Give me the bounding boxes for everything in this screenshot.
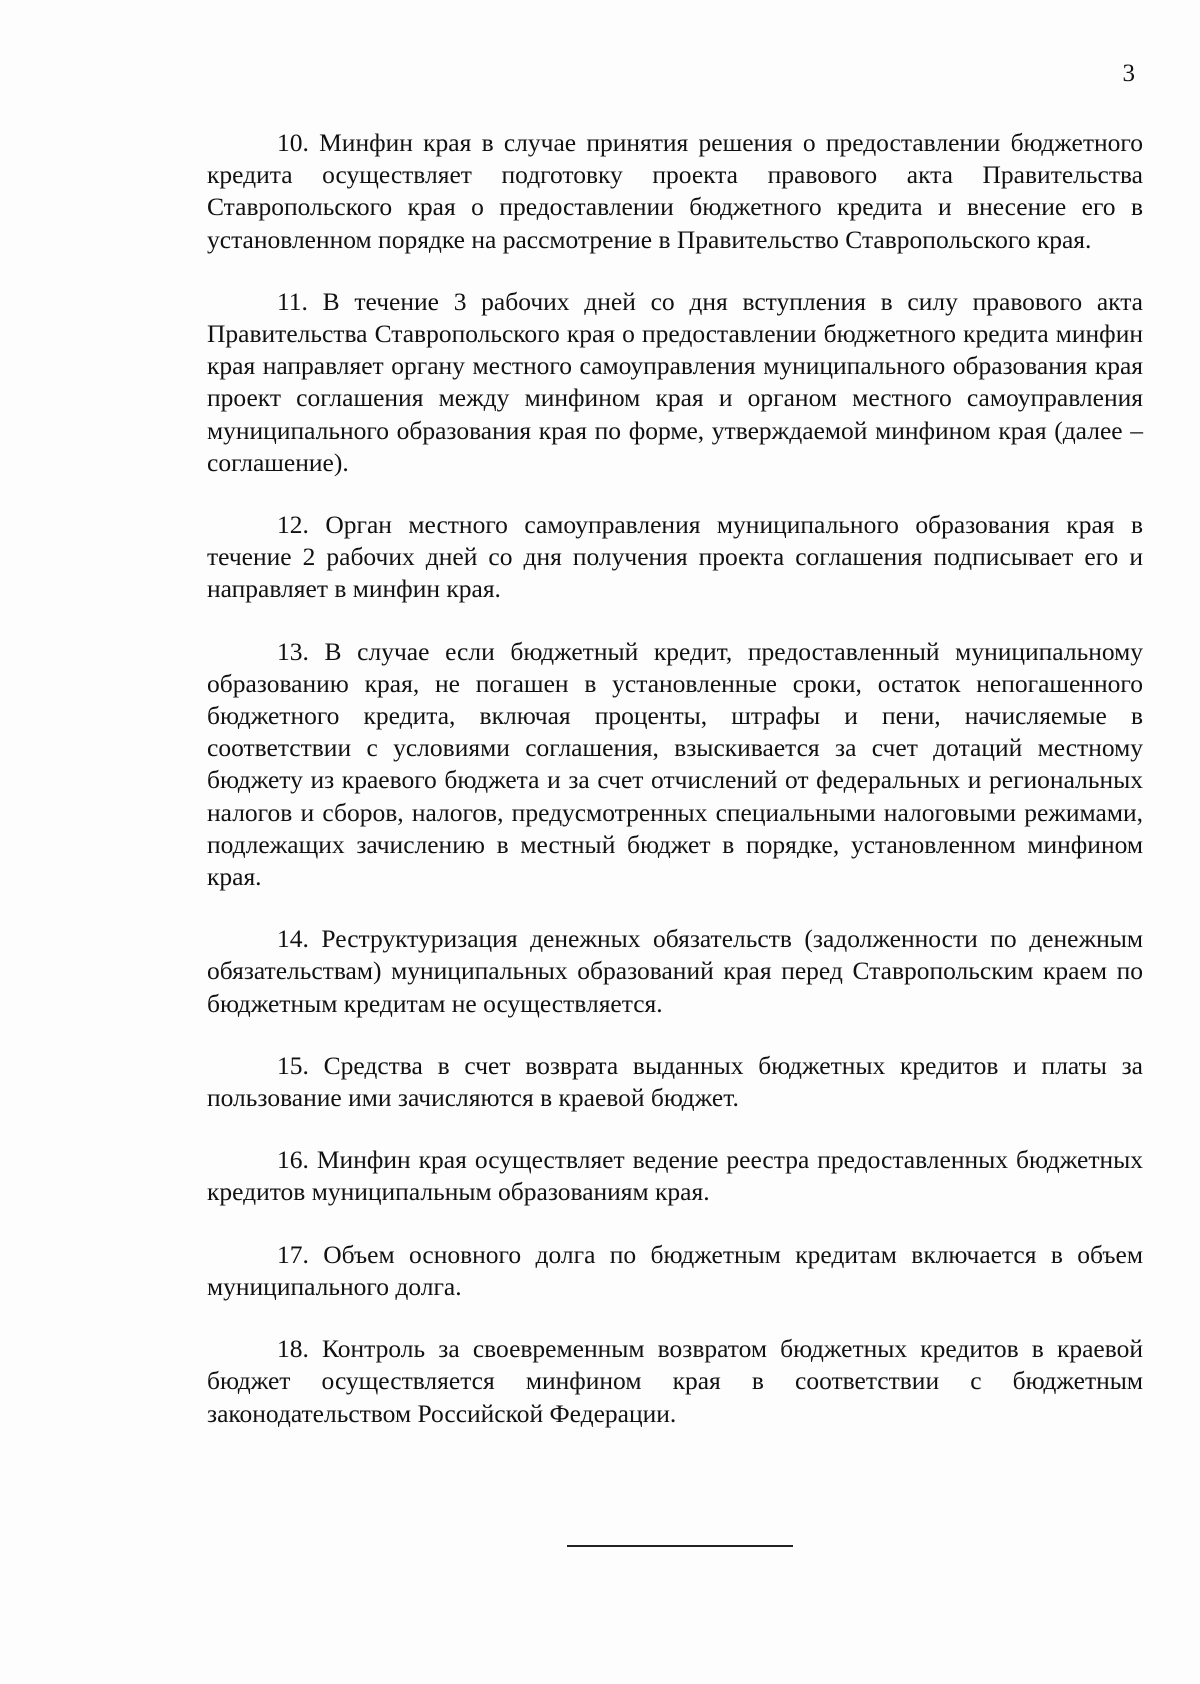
- paragraph-14: 14. Реструктуризация денежных обязательств (задолженности по денежным обязательствам) муниципальных образований края перед Ставропольским краем по бюджетным кредитам не осуществляется.: [207, 924, 1143, 1018]
- paragraph-13: 13. В случае если бюджетный кредит, предоставленный муниципальному образованию края, не погашен в установленные сроки, остаток непогашенного бюджетного кредита, включая проценты, штрафы и пени, начисляемые в соответствии с условиями соглашения, взыскивается за счет дотаций местному бюджету из краевого бюджета и за счет отчислений от федеральных и региональных налогов и сборов, налогов, предусмотренных специальными налоговыми режимами, подлежащих зачислению в местный бюджет в порядке, установленном минфином края.: [207, 636, 1143, 892]
- paragraph-15: 15. Средства в счет возврата выданных бюджетных кредитов и платы за пользование ими зачисляются в краевой бюджет.: [207, 1050, 1143, 1113]
- document-body: [207, 127, 1143, 1460]
- paragraph-11: 11. В течение 3 рабочих дней со дня вступления в силу правового акта Правительства Ставропольского края о предоставлении бюджетного кредита минфин края направляет органу местного самоуправления муниципального образования края проект соглашения между минфином края и органом местного самоуправления муниципального образования края по форме, утверждаемой минфином края (далее – соглашение).: [207, 286, 1143, 477]
- paragraph-16: 16. Минфин края осуществляет ведение реестра предоставленных бюджетных кредитов муниципальным образованиям края.: [207, 1145, 1143, 1207]
- paragraph-17: 17. Объем основного долга по бюджетным кредитам включается в объем муниципального долга.: [207, 1239, 1143, 1301]
- paragraph-10: 10. Минфин края в случае принятия решения о предоставлении бюджетного кредита осуществляет подготовку проекта правового акта Правительства Ставропольского края о предоставлении бюджетного кредита и внесение его в установленном порядке на рассмотрение в Правительство Ставропольского края.: [207, 128, 1143, 254]
- end-divider: [567, 1545, 793, 1547]
- paragraph-12: 12. Орган местного самоуправления муниципального образования края в течение 2 рабочих дней со дня получения проекта соглашения подписывает его и направляет в минфин края.: [207, 510, 1143, 604]
- page-number: 3: [1122, 60, 1135, 87]
- paragraph-18: 18. Контроль за своевременным возвратом бюджетных кредитов в краевой бюджет осуществляется минфином края в соответствии с бюджетным законодательством Российской Федерации.: [207, 1334, 1143, 1428]
